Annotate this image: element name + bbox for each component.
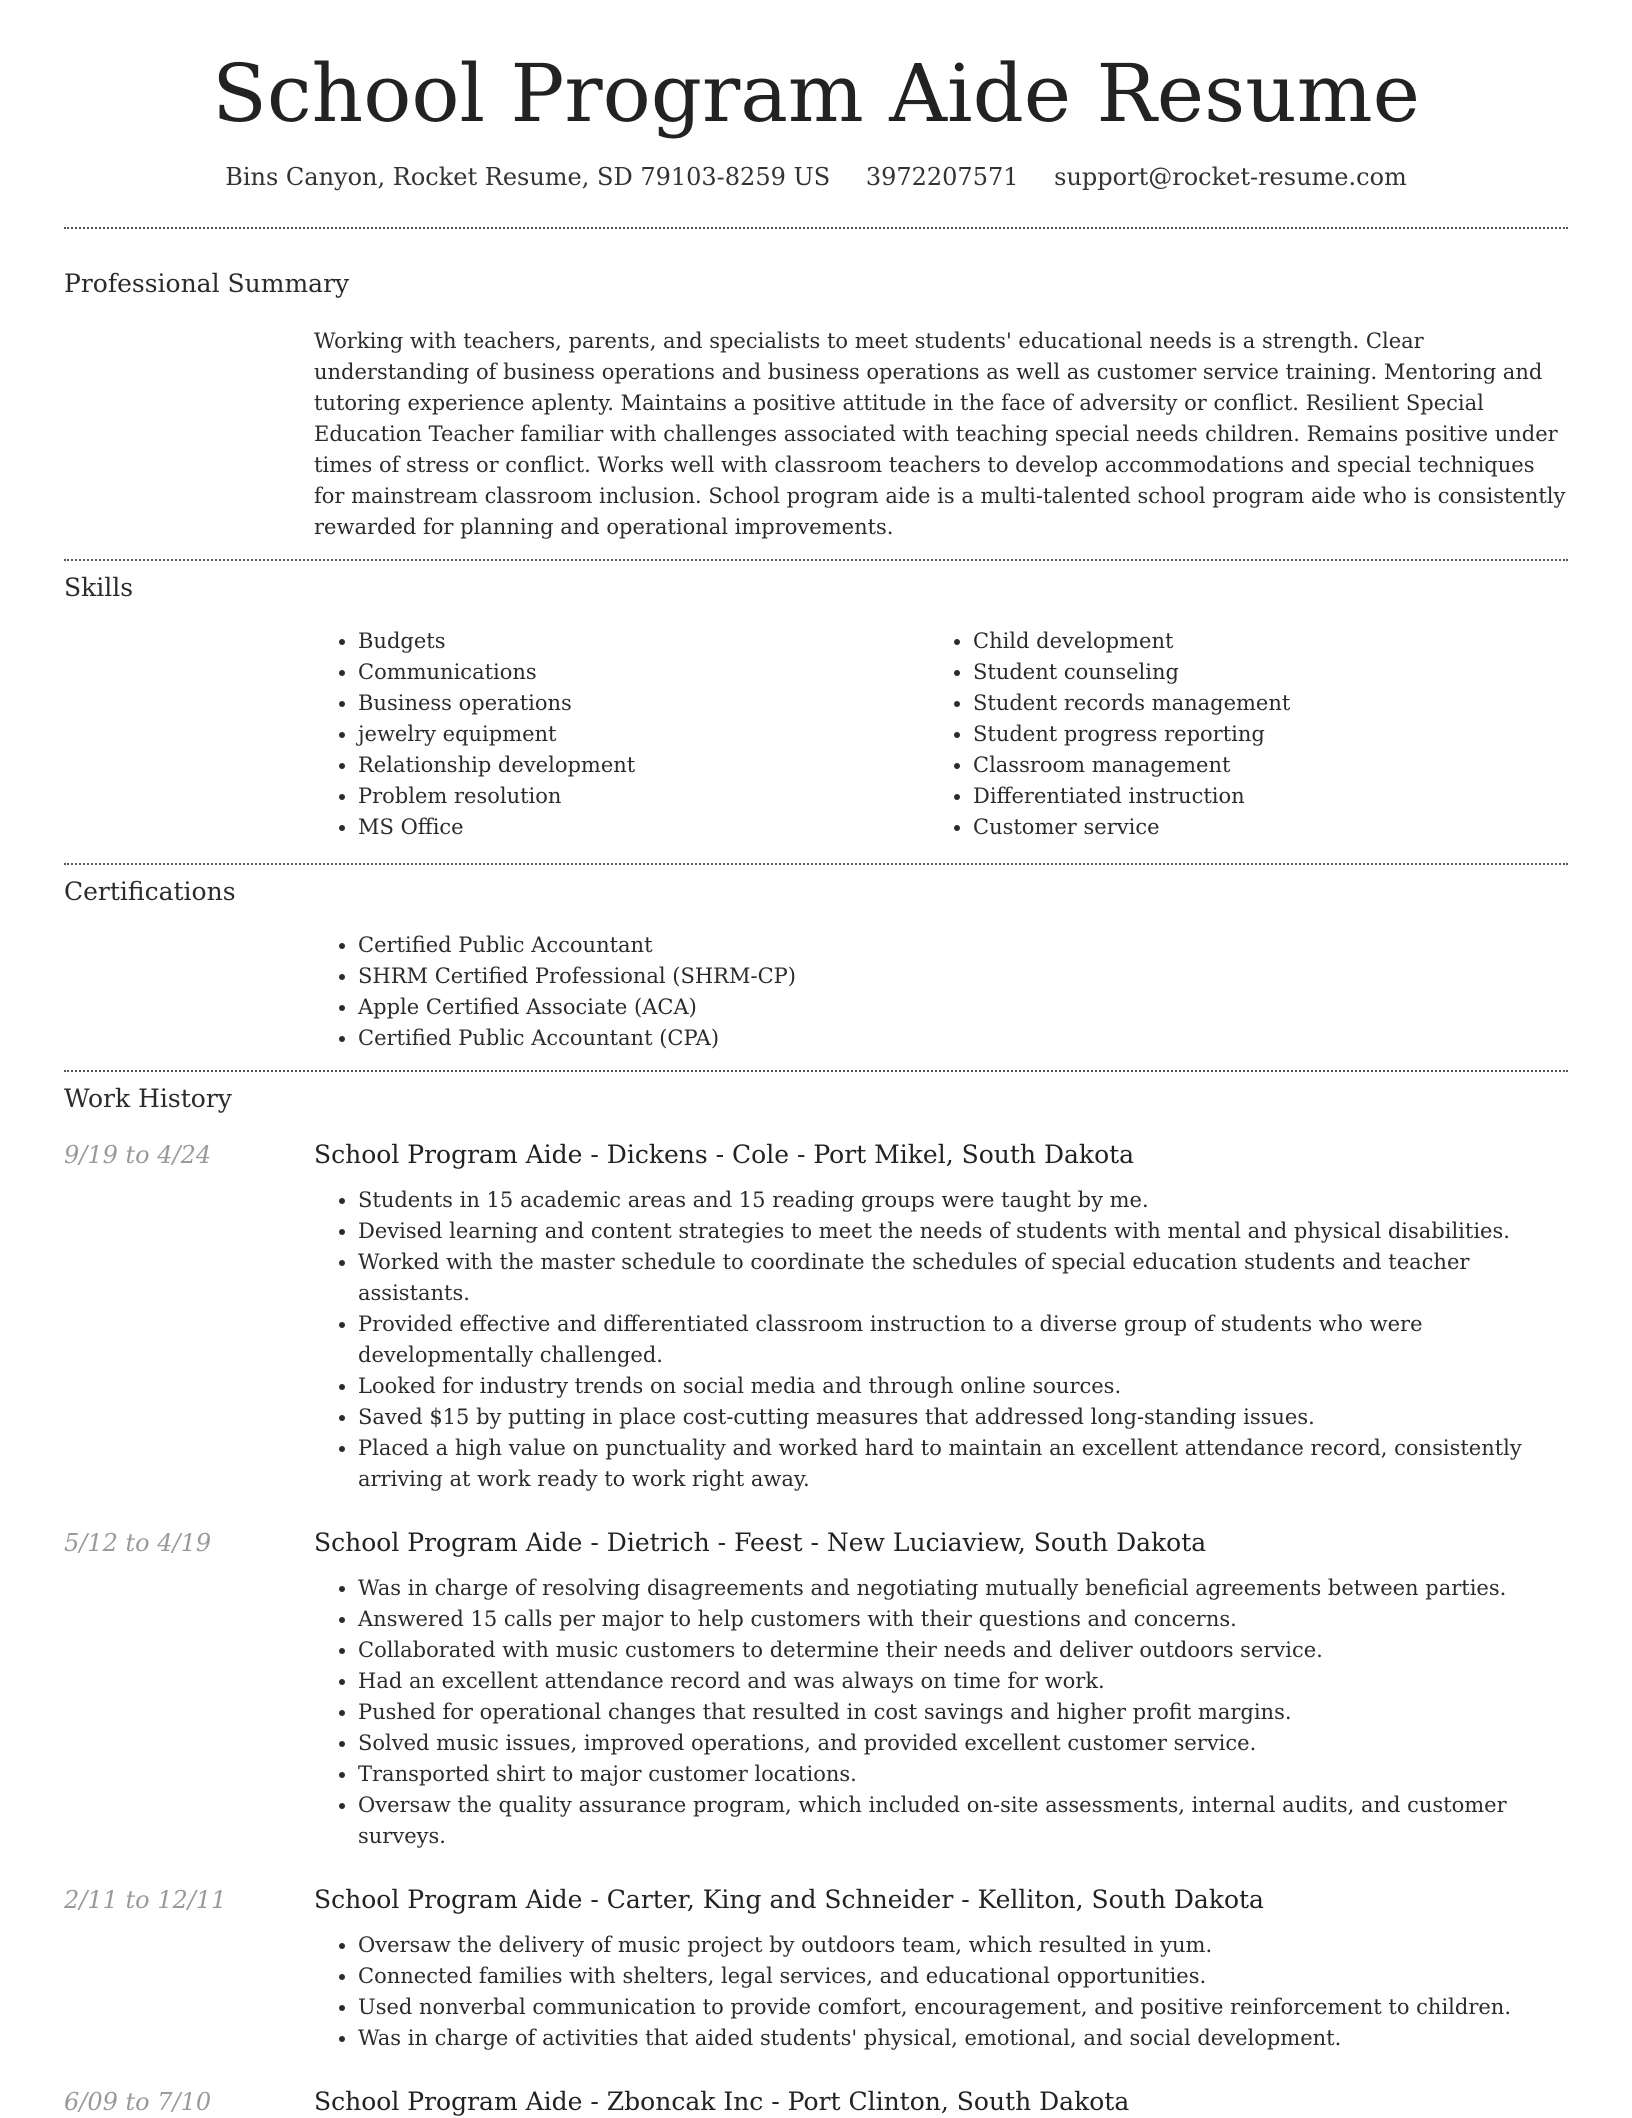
job-title: School Program Aide - Carter, King and Schneider - Kelliton, South Dakota: [314, 1885, 1264, 1915]
job-date: 6/09 to 7/10: [64, 2088, 212, 2117]
contact-phone: 3972207571: [865, 163, 1019, 191]
contact-email: support@rocket-resume.com: [1054, 163, 1407, 191]
job-bullet: • Collaborated with music customers to determine their needs and deliver outdoors service.: [358, 1635, 1568, 1666]
job-bullet: • Oversaw the delivery of music project by outdoors team, which resulted in yum.: [358, 1930, 1568, 1961]
skills-list-right: [929, 626, 1568, 843]
job-bullet: • Provided effective and differentiated classroom instruction to a diverse group of students who were developmentally challenged.: [358, 1309, 1568, 1371]
contact-address: Bins Canyon, Rocket Resume, SD 79103-8259 US: [225, 163, 831, 191]
work-section: [64, 1072, 1568, 2118]
skill-item: • MS Office: [358, 812, 929, 843]
job-date: 2/11 to 12/11: [64, 1886, 227, 1915]
contact-line: [64, 162, 1568, 193]
skill-item: • Customer service: [973, 812, 1568, 843]
job-bullets: [314, 1573, 1568, 1852]
skill-item: • Communications: [358, 657, 929, 688]
summary-text: Working with teachers, parents, and specialists to meet students' educational needs is a strength. Clear understanding of business operations and business operations as well as customer service training. Mentoring and tutoring experience aplenty. Maintains a positive attitude in the face of adversity or conflict. Resilient Special Education Teacher familiar with challenges associated with teaching special needs children. Remains positive under times of stress or conflict. Works well with classroom teachers to develop accommodations and special techniques for mainstream classroom inclusion. School program aide is a multi-talented school program aide who is consistently rewarded for planning and operational improvements.: [314, 329, 1566, 540]
skills-heading: Skills: [64, 573, 134, 603]
job-date: 9/19 to 4/24: [64, 1141, 212, 1170]
job-body: [314, 1884, 1568, 2054]
job-bullet: • Used nonverbal communication to provide comfort, encouragement, and positive reinforcement to children.: [358, 1992, 1568, 2023]
job-body: [314, 1139, 1568, 1495]
job-bullet: • Looked for industry trends on social media and through online sources.: [358, 1371, 1568, 1402]
resume-header: [64, 0, 1568, 193]
job-title: School Program Aide - Dietrich - Feest - New Luciaview, South Dakota: [314, 1528, 1207, 1558]
skill-item: • Student counseling: [973, 657, 1568, 688]
summary-section: [64, 229, 1568, 559]
skill-item: • Student records management: [973, 688, 1568, 719]
certification-item: • Certified Public Accountant: [358, 930, 1568, 961]
skill-item: • Child development: [973, 626, 1568, 657]
skill-item: • Relationship development: [358, 750, 929, 781]
job-bullet: • Students in 15 academic areas and 15 reading groups were taught by me.: [358, 1185, 1568, 1216]
job-bullet: • Placed a high value on punctuality and worked hard to maintain an excellent attendance record, consistently arriving at work ready to work right away.: [358, 1433, 1568, 1495]
certifications-list: [314, 930, 1568, 1054]
job-date: 5/12 to 4/19: [64, 1529, 212, 1558]
certification-item: • SHRM Certified Professional (SHRM-CP): [358, 961, 1568, 992]
job-bullet: • Was in charge of resolving disagreements and negotiating mutually beneficial agreements between parties.: [358, 1573, 1568, 1604]
certification-item: • Apple Certified Associate (ACA): [358, 992, 1568, 1023]
job-bullet: • Answered 15 calls per major to help customers with their questions and concerns.: [358, 1604, 1568, 1635]
certifications-content: [314, 930, 1568, 1070]
job-title: School Program Aide - Zboncak Inc - Port Clinton, South Dakota: [314, 2087, 1130, 2117]
job-bullet: • Worked with the master schedule to coordinate the schedules of special education students and teacher assistants.: [358, 1247, 1568, 1309]
skill-item: • Differentiated instruction: [973, 781, 1568, 812]
job-bullet: • Connected families with shelters, legal services, and educational opportunities.: [358, 1961, 1568, 1992]
certifications-heading: Certifications: [64, 877, 236, 907]
skills-list-left: [314, 626, 929, 843]
resume-title: School Program Aide Resume: [212, 47, 1420, 140]
skill-item: • Business operations: [358, 688, 929, 719]
skill-item: • Problem resolution: [358, 781, 929, 812]
skills-grid: [314, 626, 1568, 863]
job-bullets: [314, 1185, 1568, 1495]
job-bullet: • Oversaw the quality assurance program, which included on-site assessments, internal audits, and customer surveys.: [358, 1790, 1568, 1852]
job-bullet: • Pushed for operational changes that resulted in cost savings and higher profit margins.: [358, 1697, 1568, 1728]
skill-item: • Classroom management: [973, 750, 1568, 781]
job-entry: [64, 1527, 1568, 1852]
skill-item: • jewelry equipment: [358, 719, 929, 750]
job-entry: [64, 1139, 1568, 1495]
certifications-section: [64, 865, 1568, 1070]
job-bullet: • Transported shirt to major customer locations.: [358, 1759, 1568, 1790]
job-entry: [64, 1884, 1568, 2054]
job-bullet: • Saved $15 by putting in place cost-cutting measures that addressed long-standing issues.: [358, 1402, 1568, 1433]
job-bullet: • Was in charge of activities that aided students' physical, emotional, and social development.: [358, 2023, 1568, 2054]
job-body: [314, 1527, 1568, 1852]
summary-heading: Professional Summary: [64, 269, 350, 299]
job-title: School Program Aide - Dickens - Cole - Port Mikel, South Dakota: [314, 1140, 1135, 1170]
job-bullet: • Had an excellent attendance record and was always on time for work.: [358, 1666, 1568, 1697]
job-entry: [64, 2086, 1568, 2118]
job-bullet: • Solved music issues, improved operations, and provided excellent customer service.: [358, 1728, 1568, 1759]
job-bullet: • Devised learning and content strategies to meet the needs of students with mental and physical disabilities.: [358, 1216, 1568, 1247]
skill-item: • Student progress reporting: [973, 719, 1568, 750]
skill-item: • Budgets: [358, 626, 929, 657]
job-body: [314, 2086, 1568, 2118]
job-bullets: [314, 1930, 1568, 2054]
skills-section: [64, 561, 1568, 863]
certification-item: • Certified Public Accountant (CPA): [358, 1023, 1568, 1054]
work-heading: Work History: [64, 1084, 232, 1114]
